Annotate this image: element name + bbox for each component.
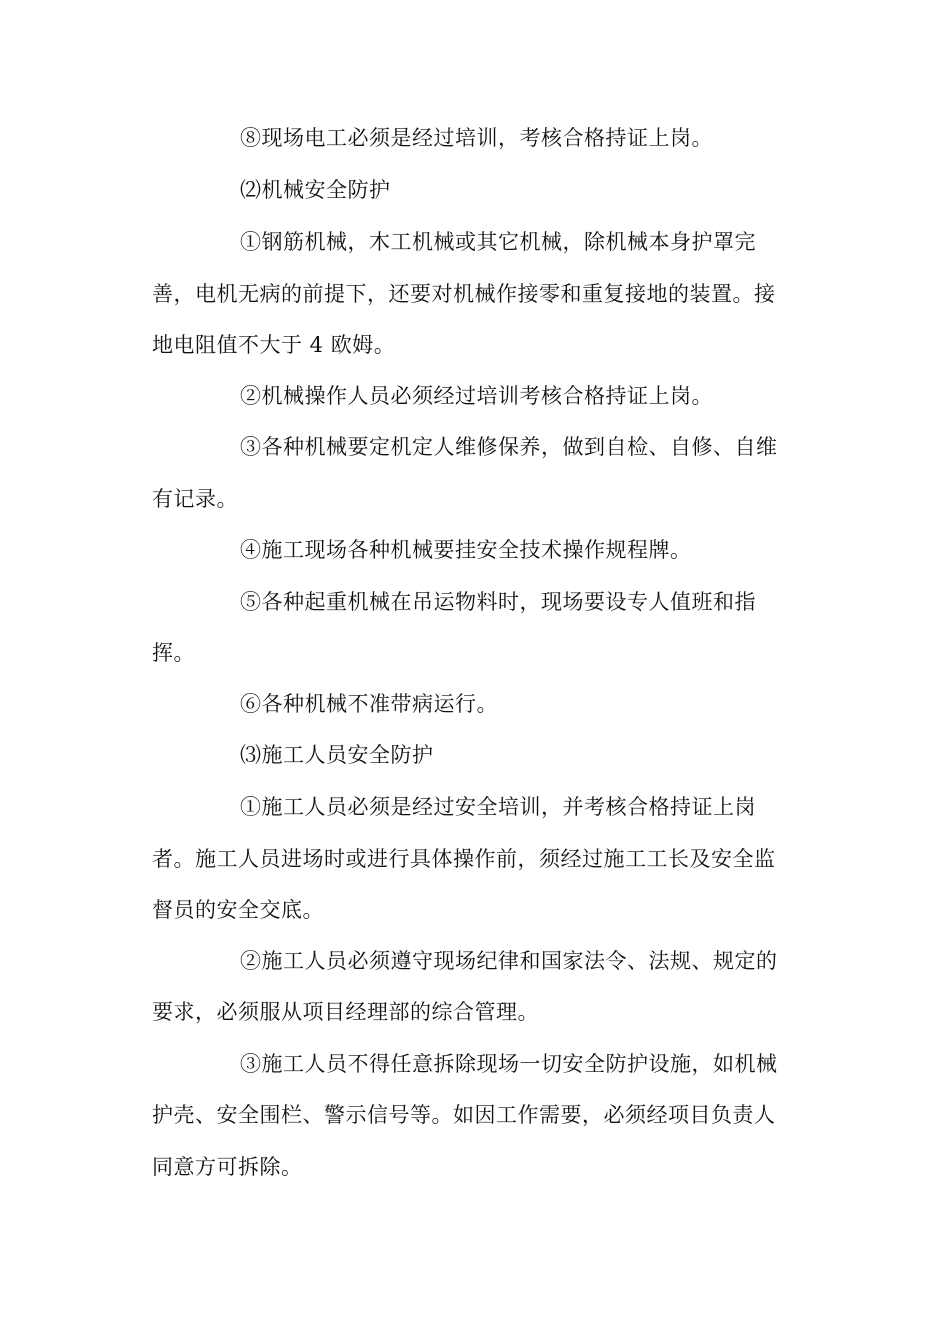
heading-machinery-safety: ⑵机械安全防护 — [240, 178, 391, 202]
item-5-lifting-line-1: ⑤各种起重机械在吊运物料时，现场要设专人值班和指 — [240, 590, 756, 614]
item-1-personnel-line-3: 督员的安全交底。 — [152, 898, 324, 922]
item-1-machinery-line-1: ①钢筋机械，木工机械或其它机械，除机械本身护罩完 — [240, 230, 756, 254]
item-1-machinery-line-3: 地电阻值不大于 4 欧姆。 — [152, 333, 396, 357]
item-8-electrician: ⑧现场电工必须是经过培训，考核合格持证上岗。 — [240, 126, 713, 150]
item-6-no-faulty-machines: ⑥各种机械不准带病运行。 — [240, 692, 498, 716]
item-3-maintenance-line-2: 有记录。 — [152, 487, 238, 511]
item-2-discipline-line-1: ②施工人员必须遵守现场纪律和国家法令、法规、规定的 — [240, 949, 778, 973]
item-3-protection-line-2: 护壳、安全围栏、警示信号等。如因工作需要，必须经项目负责人 — [152, 1103, 776, 1127]
item-2-operators: ②机械操作人员必须经过培训考核合格持证上岗。 — [240, 384, 713, 408]
item-2-discipline-line-2: 要求，必须服从项目经理部的综合管理。 — [152, 1000, 539, 1024]
item-3-protection-line-1: ③施工人员不得任意拆除现场一切安全防护设施，如机械 — [240, 1052, 778, 1076]
item-1-machinery-line-2: 善，电机无病的前提下，还要对机械作接零和重复接地的装置。接 — [152, 282, 776, 306]
item-4-signage: ④施工现场各种机械要挂安全技术操作规程牌。 — [240, 538, 692, 562]
item-1-personnel-line-1: ①施工人员必须是经过安全培训，并考核合格持证上岗 — [240, 795, 756, 819]
item-5-lifting-line-2: 挥。 — [152, 641, 195, 665]
item-3-protection-line-3: 同意方可拆除。 — [152, 1155, 303, 1179]
item-1-personnel-line-2: 者。施工人员进场时或进行具体操作前，须经过施工工长及安全监 — [152, 847, 776, 871]
heading-personnel-safety: ⑶施工人员安全防护 — [240, 743, 434, 767]
item-3-maintenance-line-1: ③各种机械要定机定人维修保养，做到自检、自修、自维 — [240, 435, 778, 459]
